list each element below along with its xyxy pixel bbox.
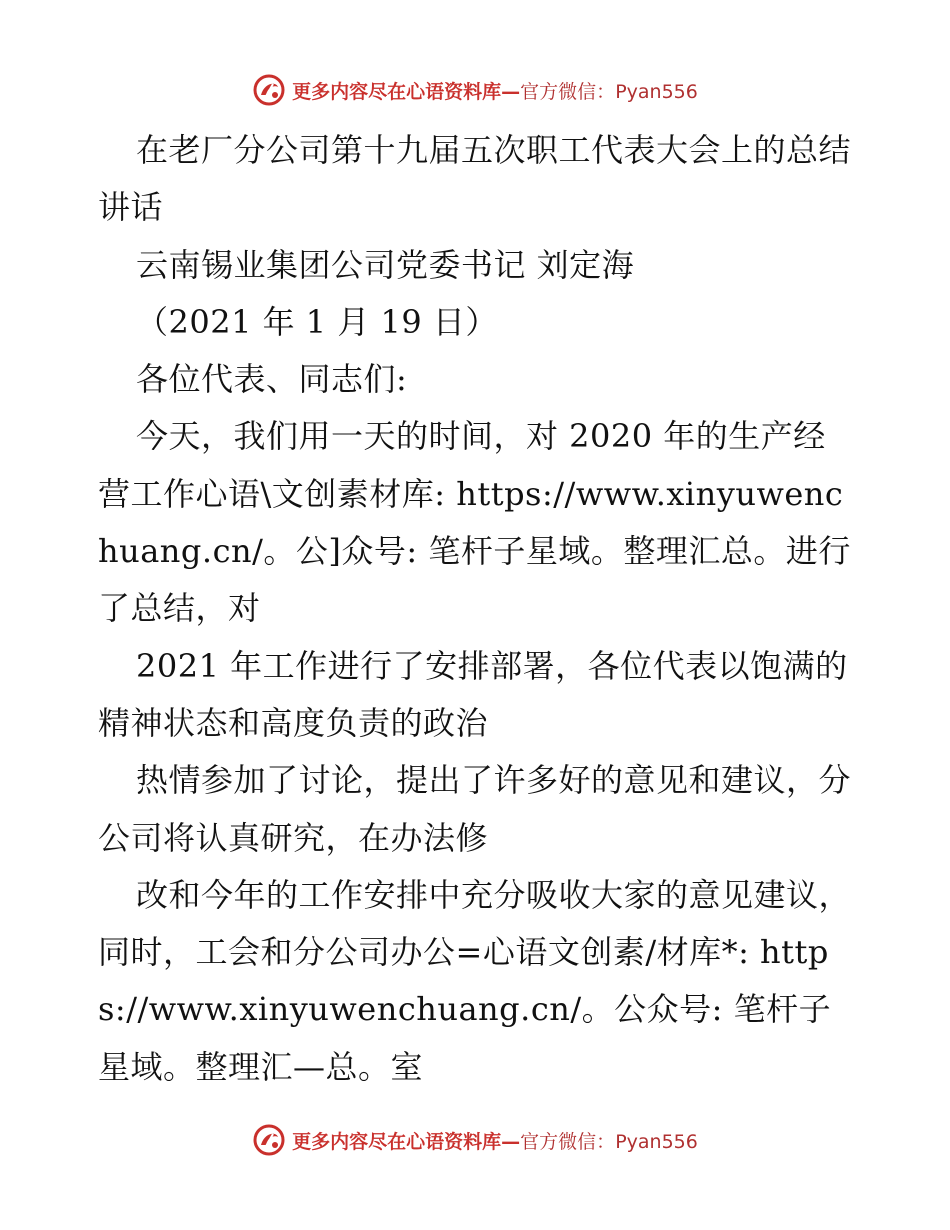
footer-watermark-banner: [0, 1120, 950, 1160]
banner-text: 更多内容尽在心语资料库—官方微信：Pyan556: [292, 1130, 698, 1153]
author-line: 云南锡业集团公司党委书记 刘定海: [136, 245, 635, 284]
body-paragraph: 热情参加了讨论，提出了许多好的意见和建议，分公司将认真研究，在办法修: [98, 761, 852, 857]
body-paragraph: 今天，我们用一天的时间，对 2020 年的生产经营工作心语\文创素材库: https://www.xinyuwenchuang.cn/。公]众号: 笔杆子星域。整理汇总。进行了总结，对: [98, 417, 851, 628]
header-watermark-banner: [0, 70, 950, 110]
document-title: 在老厂分公司第十九届五次职工代表大会上的总结讲话: [98, 131, 852, 227]
red-swirl-logo-icon: [252, 73, 286, 107]
red-swirl-logo-icon: [252, 1123, 286, 1157]
salutation: 各位代表、同志们:: [136, 360, 408, 399]
body-paragraph: 改和今年的工作安排中充分吸收大家的意见建议，同时，工会和分公司办公=心语文创素/材库*: https://www.xinyuwenchuang.cn/。公众号: 笔杆子星域。整理汇—总。室: [98, 875, 852, 1086]
document-body: [98, 122, 853, 1096]
date-line: （2021 年 1 月 19 日）: [136, 302, 498, 341]
body-paragraph: 2021 年工作进行了安排部署，各位代表以饱满的精神状态和高度负责的政治: [98, 646, 848, 742]
banner-text: 更多内容尽在心语资料库—官方微信：Pyan556: [292, 80, 698, 103]
